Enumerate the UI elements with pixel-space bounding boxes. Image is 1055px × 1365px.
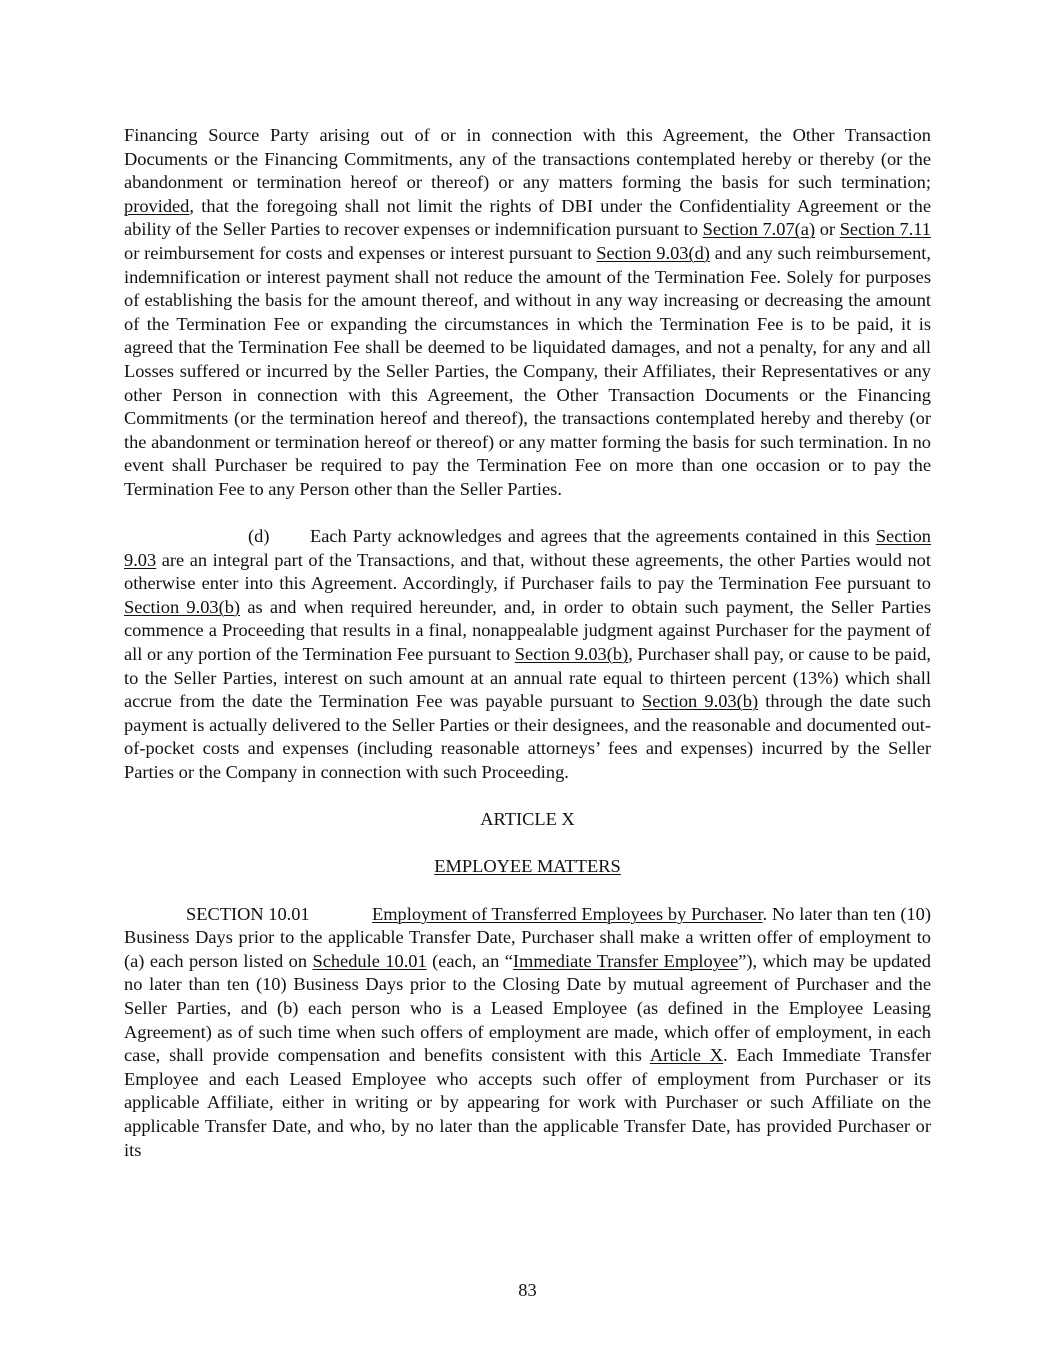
section-7-07a-ref: Section 7.07(a) [702,219,816,240]
section-10-01-paragraph: SECTION 10.01 Employment of Transferred Employees by Purchaser. No later than ten (10) Business Days prior to the applicable Transfer Date, Purchaser shall make a written offer of employment to (a) each person listed on Schedule 10.01 (each, an “Immediate Transfer Employee”), which may be updated no later than ten (10) Business Days prior to the Closing Date by mutual agreement of Purchaser and the Seller Parties, and (b) each person who is a Leased Employee (as defined in the Employee Leasing Agreement) as of such time when such offers of employment are made, which offer of employment, in each case, shall provide compensation and benefits consistent with this Article X. Each Immediate Transfer Employee and each Leased Employee who accepts such offer of employment from Purchaser or its applicable Affiliate, either in writing or by appearing for work with Purchaser or such Affiliate on the applicable Transfer Date, and who, by no later than the applicable Transfer Date, has provided Purchaser or its [124,903,931,1160]
section-9-03b-ref: Section 9.03(b) [514,644,629,665]
page-number: 83 [518,1280,537,1300]
article-heading: ARTICLE X [480,809,575,830]
section-title: Employment of Transferred Employees by Purchaser [372,903,763,924]
provided-term: provided [124,195,190,216]
clause-label-d: (d) [248,526,270,547]
paragraph-termination-fee: Financing Source Party arising out of or in connection with this Agreement, the Other Transaction Documents or the Financing Commitments, any of the transactions contemplated hereby or thereby (or the abandonment or termination hereof or thereof) or any matters forming the basis for such termination; provided, that the foregoing shall not limit the rights of DBI under the Confidentiality Agreement or the ability of the Seller Parties to recover expenses or indemnification pursuant to Section 7.07(a) or Section 7.11 or reimbursement for costs and expenses or interest pursuant to Section 9.03(d) and any such reimbursement, indemnification or interest payment shall not reduce the amount of the Termination Fee. Solely for purposes of establishing the basis for the amount thereof, and without in any way increasing or decreasing the amount of the Termination Fee or expanding the circumstances in which the Termination Fee is to be paid, it is agreed that the Termination Fee shall be deemed to be liquidated damages, and not a penalty, for any and all Losses suffered or incurred by the Seller Parties, the Company, their Affiliates, their Representatives or any other Person in connection with this Agreement, the Other Transaction Documents or the Financing Commitments (or the termination hereof and thereof), the transactions contemplated hereby and thereby (or the abandonment or termination hereof or thereof) or any matter forming the basis for such termination. In no event shall Purchaser be required to pay the Termination Fee on more than one occasion or to pay the Termination Fee to any Person other than the Seller Parties. [124,125,932,499]
section-number: SECTION 10.01 [186,903,310,924]
immediate-transfer-employee-term: Immediate Transfer Employee [512,950,739,971]
article-x-ref: Article X [649,1045,724,1066]
section-9-03-ref: Section 9.03 [124,526,931,570]
article-title: EMPLOYEE MATTERS [434,856,621,877]
section-9-03d-ref: Section 9.03(d) [596,242,710,263]
section-9-03b-ref: Section 9.03(b) [124,596,241,617]
section-9-03b-ref: Section 9.03(b) [642,691,759,712]
schedule-10-01-ref: Schedule 10.01 [312,950,427,971]
section-7-11-ref: Section 7.11 [839,219,931,240]
paragraph-d: (d) Each Party acknowledges and agrees that the agreements contained in this Section 9.03 are an integral part of the Transactions, and that, without these agreements, the other Parties would not otherwise enter into this Agreement. Accordingly, if Purchaser fails to pay the Termination Fee pursuant to Section 9.03(b) as and when required hereunder, and, in order to obtain such payment, the Seller Parties commence a Proceeding that results in a final, nonappealable judgment against Purchaser for the payment of all or any portion of the Termination Fee pursuant to Section 9.03(b), Purchaser shall pay, or cause to be paid, to the Seller Parties, interest on such amount at an annual rate equal to thirteen percent (13%) which shall accrue from the date the Termination Fee was payable pursuant to Section 9.03(b) through the date such payment is actually delivered to the Seller Parties or their designees, and the reasonable and documented out-of-pocket costs and expenses (including reasonable attorneys’ fees and expenses) incurred by the Seller Parties or the Company in connection with such Proceeding. [124,526,932,783]
document-page [124,124,931,1162]
